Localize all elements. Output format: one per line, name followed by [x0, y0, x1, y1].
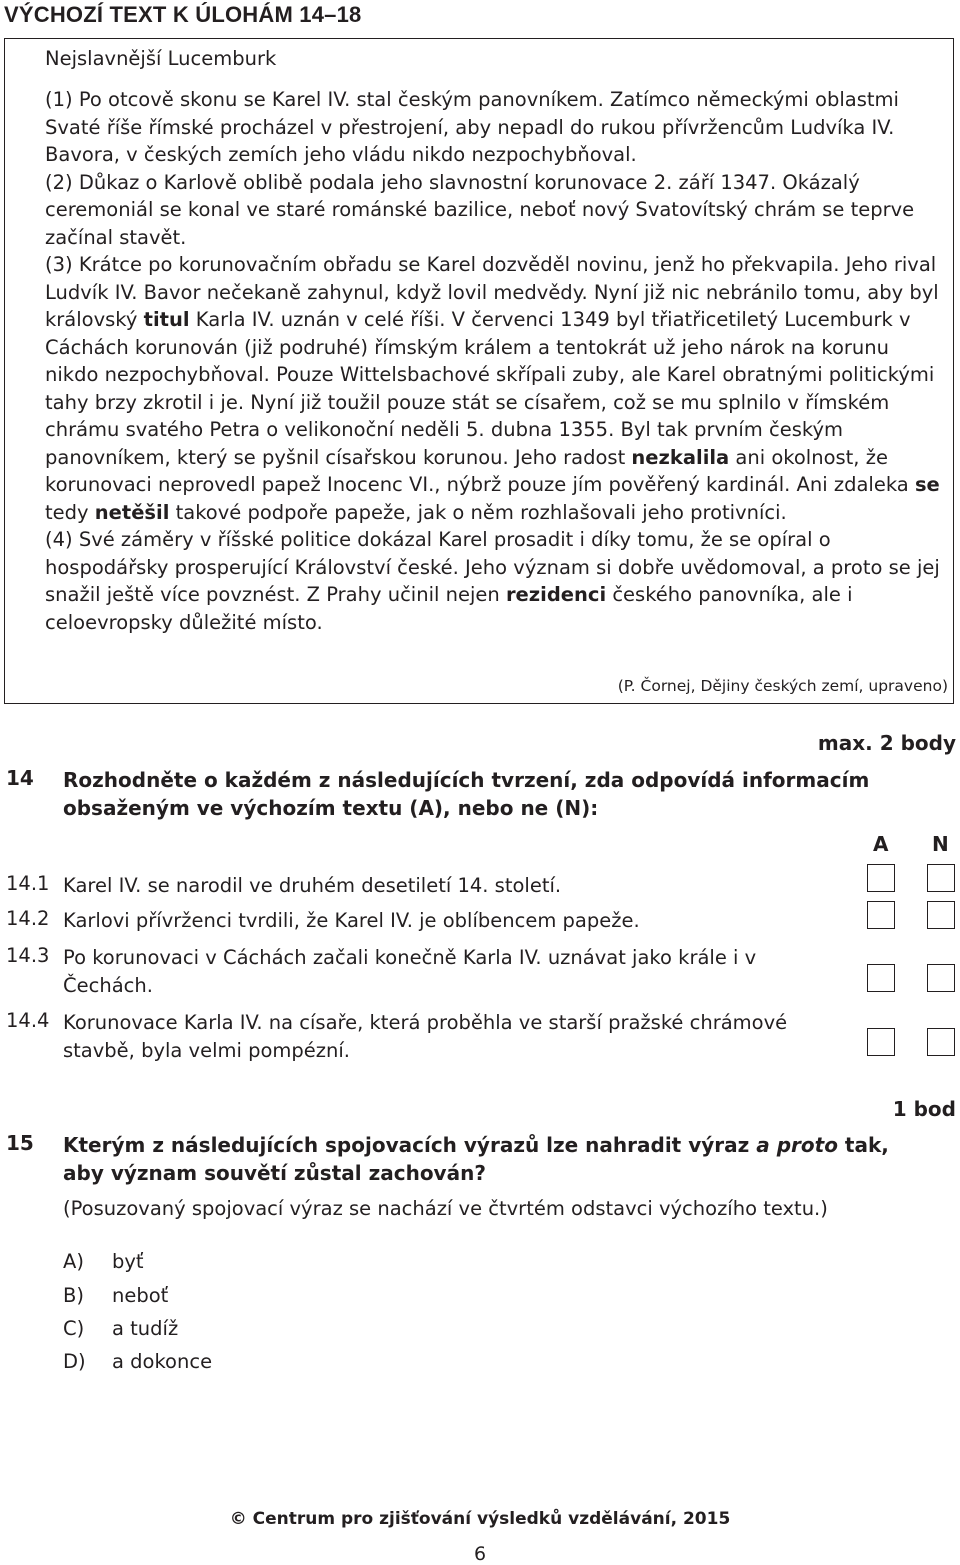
bold-word-se: se — [914, 473, 940, 496]
item-text: Karel IV. se narodil ve druhém desetiletí 14. století. — [63, 874, 562, 897]
paragraph-2: (2) Důkaz o Karlově oblibě podala jeho slavnostní korunovace 2. září 1347. Okázalý ceremoniál se konal ve staré románské bazilice, neboť nový Svatovítský chrám se teprve začínal stavět. — [45, 170, 915, 249]
item-number: 14.1 — [6, 872, 50, 895]
bold-word-titul: titul — [143, 308, 190, 331]
q15-text-b: tak, aby význam souvětí zůstal zachován? — [63, 1133, 889, 1185]
q14-question: Rozhodněte o každém z následujících tvrzení, zda odpovídá informacím obsaženým ve výchozím textu (A), nebo ne (N): — [63, 768, 870, 820]
checkbox-a-14-3[interactable] — [867, 964, 895, 992]
q14-number: 14 — [6, 766, 34, 790]
q15-points: 1 bod — [892, 1097, 956, 1121]
q15-note: (Posuzovaný spojovací výraz se nachází ve čtvrtém odstavci výchozího textu.) — [63, 1197, 828, 1220]
checkbox-a-14-2[interactable] — [867, 901, 895, 929]
source-title: Nejslavnější Lucemburk — [45, 47, 277, 70]
p4-text-c: českého panovníka, ale i celoevropsky důležité místo. — [45, 583, 853, 634]
bold-word-nezkalila: nezkalila — [631, 445, 730, 469]
column-a-header: A — [873, 832, 889, 856]
p3-text-a: (3) Krátce po korunovačním obřadu se Karel dozvěděl novinu, jenž ho překvapila. Jeho rival Ludvík IV. Bavor nečekaně zahynul, když lovil medvědy. Nyní již nic nebránilo tomu, aby byl královský — [45, 253, 939, 331]
p3-text-c: Karla IV. uznán v celé říši. V červenci 1349 byl třiatřicetiletý Lucemburk v Cáchách korunován (již podruhé) římským králem a tentokrát už jeho nárok na korunu nikdo nezpochybňoval. Pouze Wittelsbachové skřípali zuby, ale Karel obratnými politickými tahy brzy zkrotil i je. Nyní již toužil pouze stát se císařem, což se mu splnilo v římském chrámu svatého Petra o velikonoční neděli 5. dubna 1355. Byl tak prvním českým panovníkem, který se pyšnil císařskou korunou. Jeho radost — [45, 308, 935, 469]
checkbox-n-14-1[interactable] — [927, 864, 955, 892]
paragraph-4 — [14, 526, 944, 636]
option-letter: A) — [63, 1250, 84, 1273]
q15-question — [63, 1131, 913, 1187]
section-heading: VÝCHOZÍ TEXT K ÚLOHÁM 14–18 — [4, 2, 362, 27]
bold-word-netesil: netěšil — [94, 500, 170, 524]
option-letter: C) — [63, 1317, 85, 1340]
bold-word-rezidenci: rezidenci — [505, 583, 607, 606]
checkbox-n-14-4[interactable] — [927, 1028, 955, 1056]
p3-text-f: takové podpoře papeže, jak o něm rozhlašovali jeho protivníci. — [169, 500, 787, 524]
option-letter: B) — [63, 1284, 84, 1307]
option-text[interactable]: a dokonce — [112, 1350, 213, 1373]
q15-italic-phrase: a proto — [756, 1133, 838, 1157]
checkbox-n-14-2[interactable] — [927, 901, 955, 929]
option-text[interactable]: byť — [112, 1250, 144, 1273]
p3-text-d: ani okolnost, že korunovaci neprovedl papež Inocenc VI., nýbrž pouze jím pověřený kardinál. Ani zdaleka — [45, 445, 915, 496]
option-text[interactable]: a tudíž — [112, 1317, 179, 1340]
item-number: 14.2 — [6, 907, 50, 930]
option-letter: D) — [63, 1350, 86, 1373]
citation: (P. Čornej, Dějiny českých zemí, upraveno) — [617, 677, 948, 695]
source-text — [14, 86, 944, 636]
item-text: Po korunovaci v Cáchách začali konečně Karla IV. uznávat jako krále i v Čechách. — [63, 946, 757, 997]
checkbox-a-14-4[interactable] — [867, 1028, 895, 1056]
copyright-footer: © Centrum pro zjišťování výsledků vzdělávání, 2015 — [229, 1509, 731, 1529]
p4-text-a: (4) Své záměry v říšské politice dokázal Karel prosadit i díky tomu, že se opíral o hospodářsky prosperující Království české. Jeho význam si dobře uvědomoval, a proto se jej snažil ještě více povznést. Z Prahy učinil nejen — [45, 528, 940, 606]
q15-text-a: Kterým z následujících spojovacích výrazů lze nahradit výraz — [63, 1133, 757, 1157]
page-number: 6 — [473, 1543, 487, 1565]
p3-text-e: tedy — [45, 500, 95, 524]
checkbox-a-14-1[interactable] — [867, 864, 895, 892]
q14-points: max. 2 body — [817, 731, 956, 755]
checkbox-n-14-3[interactable] — [927, 964, 955, 992]
item-number: 14.3 — [6, 944, 50, 967]
item-number: 14.4 — [6, 1009, 50, 1032]
q15-number: 15 — [6, 1131, 34, 1155]
column-n-header: N — [932, 832, 949, 856]
option-text[interactable]: neboť — [112, 1284, 169, 1307]
item-text: Karlovi přívrženci tvrdili, že Karel IV. je oblíbencem papeže. — [63, 909, 640, 932]
paragraph-1: (1) Po otcově skonu se Karel IV. stal českým panovníkem. Zatímco německými oblastmi Svaté říše římské procházel v přestrojení, aby nepadl do rukou přívržencům Ludvíka IV. Bavora, v českých zemích jeho vládu nikdo nezpochybňoval. — [45, 88, 899, 166]
item-text: Korunovace Karla IV. na císaře, která proběhla ve starší pražské chrámové stavbě, byla velmi pompézní. — [63, 1011, 788, 1062]
paragraph-3 — [14, 251, 944, 526]
